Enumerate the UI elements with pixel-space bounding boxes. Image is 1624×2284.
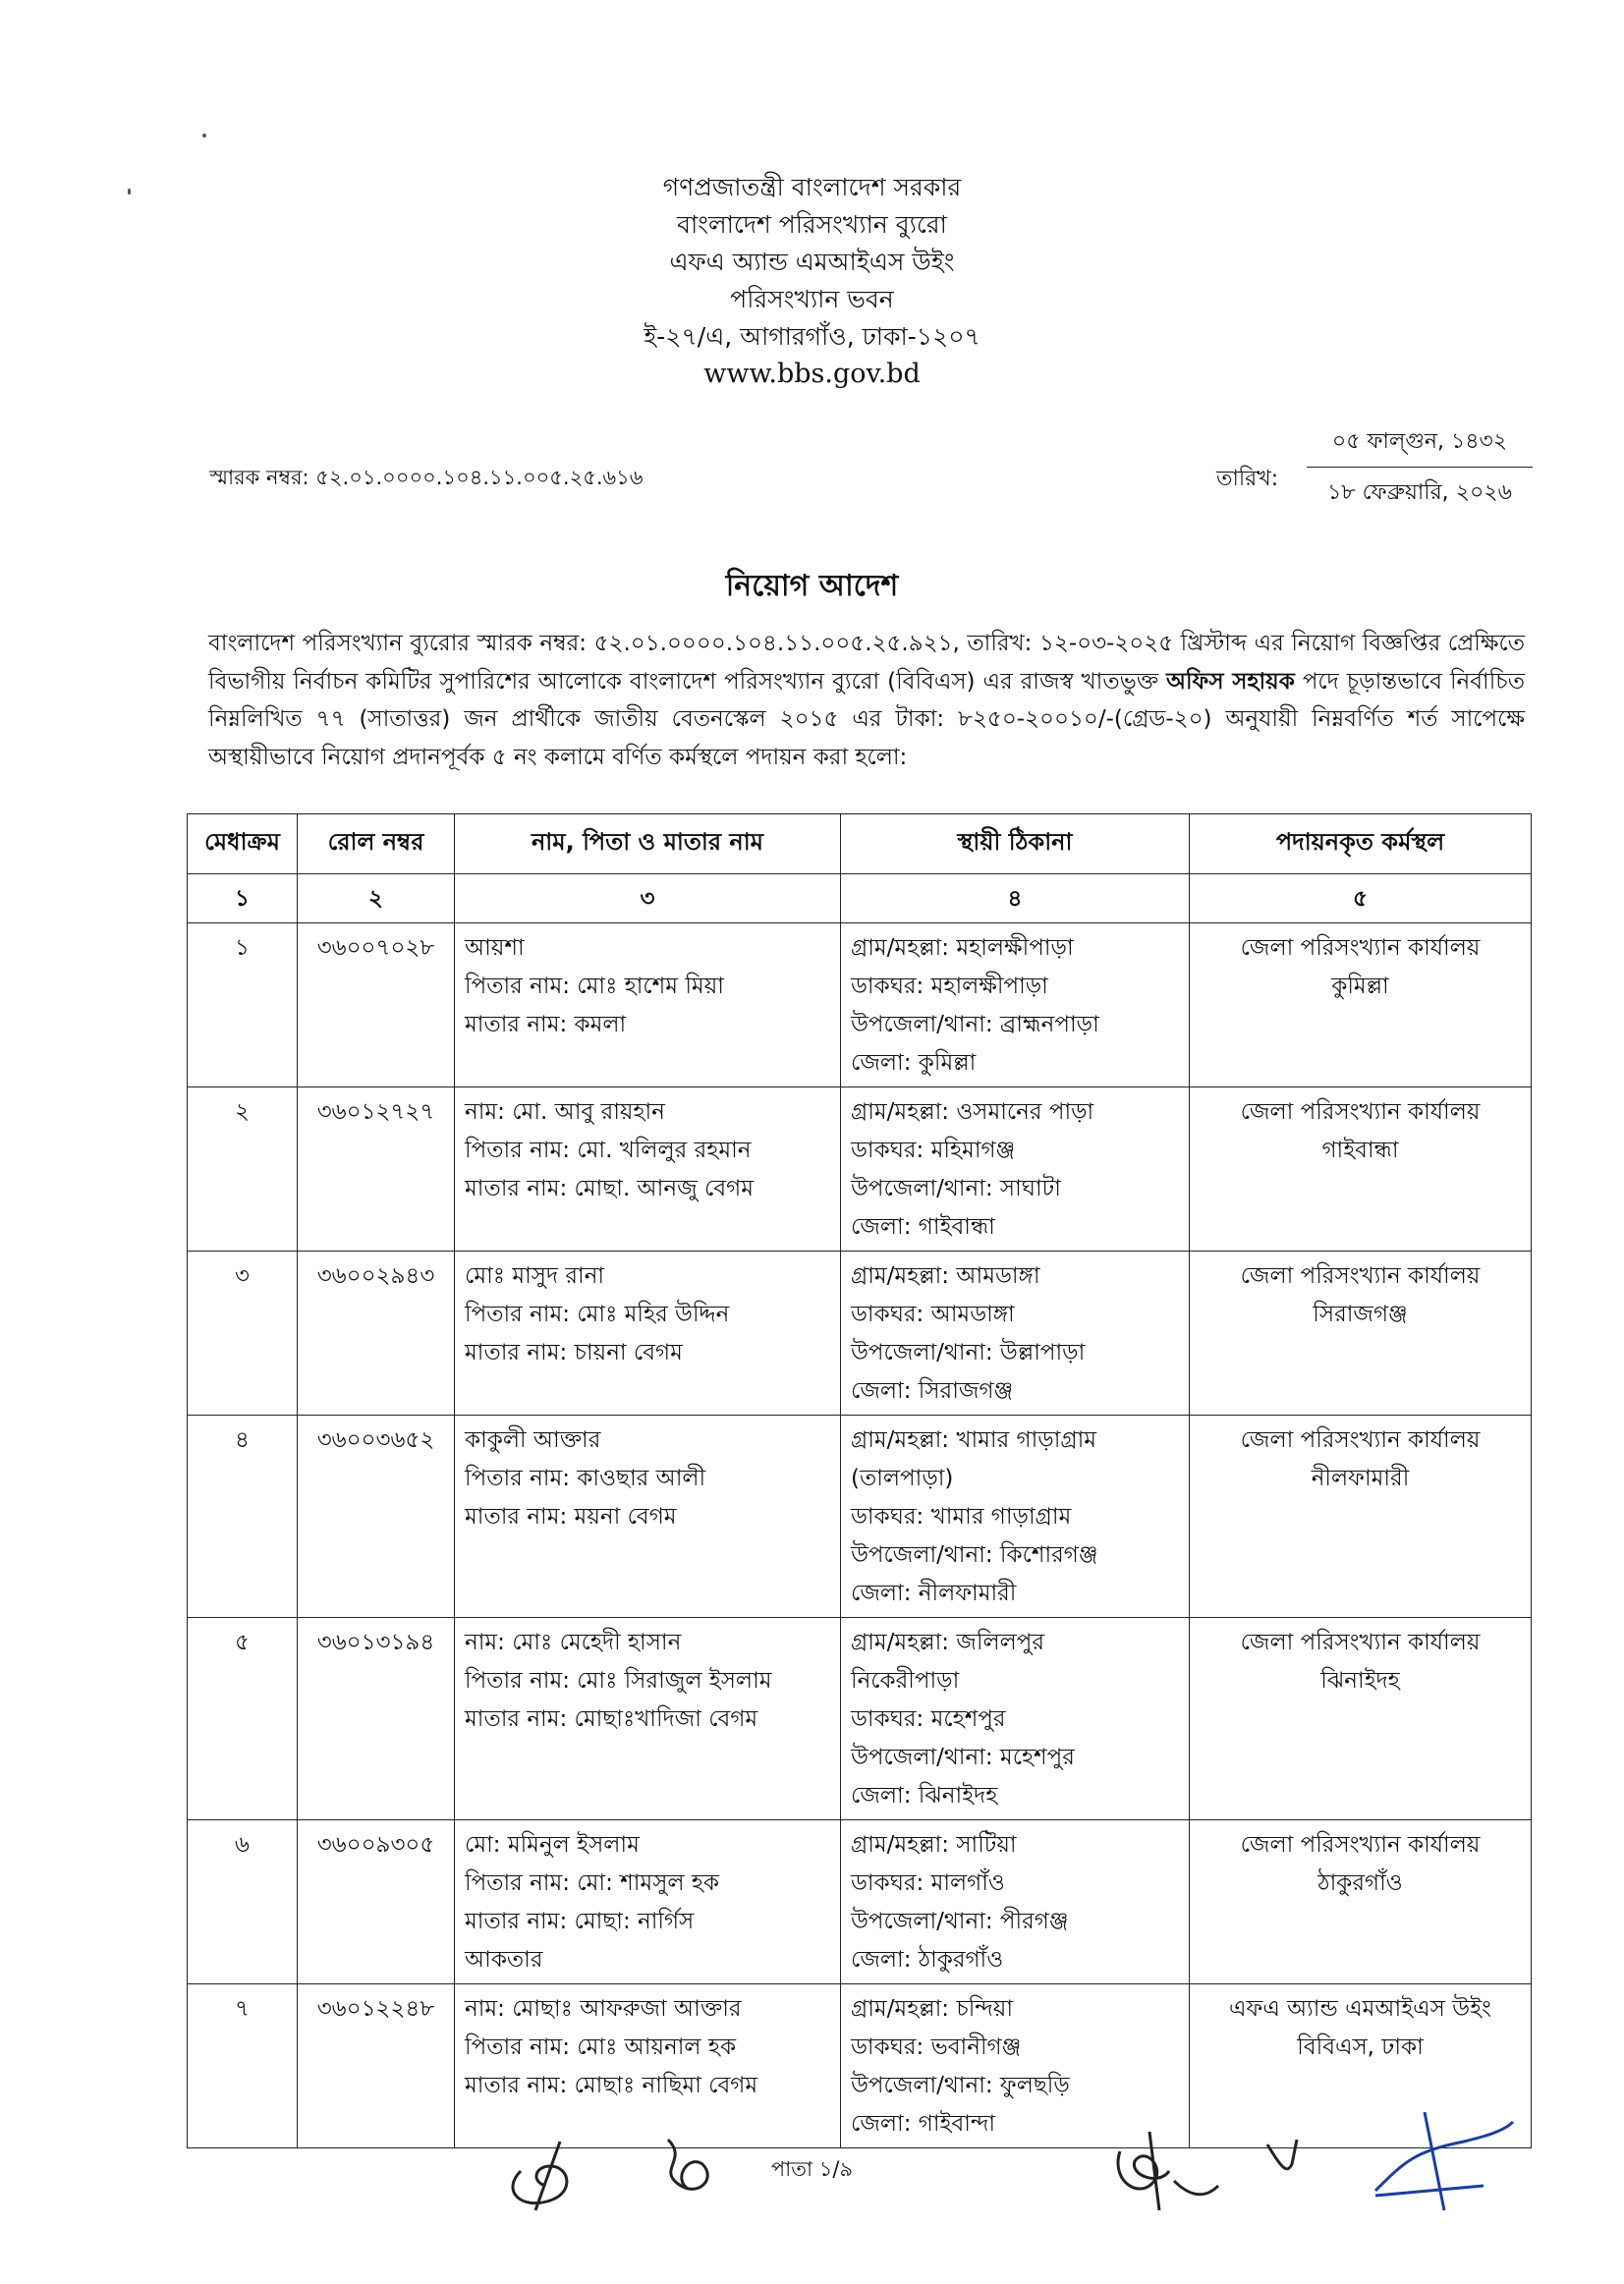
serial-cell: ২ xyxy=(188,1087,298,1252)
name-cell-line: নাম: মোছাঃ আফরুজা আক্তার xyxy=(465,1996,742,2022)
header-posting: পদায়নকৃত কর্মস্থল xyxy=(1190,814,1532,874)
col-number: ৫ xyxy=(1190,874,1532,923)
signature-3 xyxy=(1100,2112,1228,2220)
address-cell-line: জেলা: কুমিল্লা xyxy=(851,1050,977,1076)
address-cell xyxy=(841,1252,1190,1416)
address-cell xyxy=(841,923,1190,1087)
table-row xyxy=(188,1087,1532,1252)
address-cell xyxy=(841,1618,1190,1820)
posting-cell-line: জেলা পরিসংখ্যান কার্যালয় xyxy=(1240,1099,1481,1125)
body-part-1: বাংলাদেশ পরিসংখ্যান ব্যুরোর স্মারক নম্বর: ৫২.০১.০০০০.১০৪.১১.০০৫.২৫.৯২১, তারিখ: ১২-০৩-২০২৫ খ্রিস্টাব্দ এর নিয়োগ বিজ্ঞপ্তির প্রেক্ষিতে বিভাগীয় নির্বাচন কমিটির সুপারিশের আলোকে বাংলাদেশ পরিসংখ্যান ব্যুরো (বিবিএস) এর রাজস্ব খাতভুক্ত xyxy=(208,631,1525,695)
address-cell-line: জেলা: সিরাজগঞ্জ xyxy=(851,1378,1014,1404)
table-row xyxy=(188,1984,1532,2148)
posting-cell-line: ঝিনাইদহ xyxy=(1320,1668,1400,1694)
roll-cell: ৩৬০০৩৬৫২ xyxy=(298,1416,455,1618)
posting-cell-line: বিবিএস, ঢাকা xyxy=(1297,2034,1424,2060)
letterhead xyxy=(0,169,1624,393)
order-body xyxy=(208,625,1525,776)
posting-cell-line: নীলফামারী xyxy=(1311,1466,1410,1491)
col-number: ১ xyxy=(188,874,298,923)
scan-speck xyxy=(202,134,206,138)
govt-name: গণপ্রজাতন্ত্রী বাংলাদেশ সরকার xyxy=(662,173,962,201)
name-cell-line: পিতার নাম: কাওছার আলী xyxy=(465,1466,706,1491)
col-number: ৪ xyxy=(841,874,1190,923)
serial-cell: ৬ xyxy=(188,1820,298,1984)
posting-cell xyxy=(1190,923,1532,1087)
name-cell-line: আয়শা xyxy=(465,935,525,961)
name-cell xyxy=(455,1252,841,1416)
address-cell-line: ডাকঘর: মহিমাগঞ্জ xyxy=(851,1138,1016,1163)
table-row xyxy=(188,1820,1532,1984)
building-name: পরিসংখ্যান ভবন xyxy=(730,285,894,313)
address-cell-line: গ্রাম/মহল্লা: আমডাঙ্গা xyxy=(851,1263,1040,1289)
name-cell-line: পিতার নাম: মো: শামসুল হক xyxy=(465,1870,720,1896)
date-block xyxy=(1307,424,1533,512)
posting-cell xyxy=(1190,1416,1532,1618)
address-cell-line: জেলা: নীলফামারী xyxy=(851,1581,1017,1606)
header-address: স্থায়ী ঠিকানা xyxy=(841,814,1190,874)
address-cell-line: জেলা: গাইবান্ধা xyxy=(851,1214,995,1240)
wing-name: এফএ অ্যান্ড এমআইএস উইং xyxy=(669,248,955,276)
address-cell-line: গ্রাম/মহল্লা: খামার গাড়াগ্রাম xyxy=(851,1427,1097,1453)
name-cell xyxy=(455,1820,841,1984)
date-bangla: ০৫ ফাল্গুন, ১৪৩২ xyxy=(1307,424,1533,468)
date-gregorian: ১৮ ফেব্রুয়ারি, ২০২৬ xyxy=(1327,480,1512,505)
address-cell-line: ডাকঘর: খামার গাড়াগ্রাম xyxy=(851,1504,1072,1530)
name-cell-line: নাম: মো. আবু রায়হান xyxy=(465,1099,665,1125)
name-cell-line: মাতার নাম: মোছা. আনজু বেগম xyxy=(465,1176,754,1201)
name-cell-line: মো: মমিনুল ইসলাম xyxy=(465,1832,640,1858)
serial-cell: ৩ xyxy=(188,1252,298,1416)
address-cell xyxy=(841,1416,1190,1618)
posting-cell xyxy=(1190,1618,1532,1820)
name-cell-line: মাতার নাম: মোছাঃখাদিজা বেগম xyxy=(465,1706,758,1732)
posting-cell-line: জেলা পরিসংখ্যান কার্যালয় xyxy=(1240,1832,1481,1858)
header-name: নাম, পিতা ও মাতার নাম xyxy=(455,814,841,874)
posting-cell-line: জেলা পরিসংখ্যান কার্যালয় xyxy=(1240,935,1481,961)
address-cell-line: (তালপাড়া) xyxy=(851,1466,954,1491)
page-number: পাতা ১/৯ xyxy=(770,2157,854,2181)
address-cell-line: উপজেলা/থানা: কিশোরগঞ্জ xyxy=(851,1542,1098,1568)
memo-number: স্মারক নম্বর: ৫২.০১.০০০০.১০৪.১১.০০৫.২৫.৬১৬ xyxy=(209,466,644,489)
name-cell-line: কাকুলী আক্তার xyxy=(465,1427,601,1453)
name-cell-line: মাতার নাম: কমলা xyxy=(465,1012,627,1037)
address-cell-line: উপজেলা/থানা: ব্রাহ্মনপাড়া xyxy=(851,1012,1099,1037)
serial-cell: ৫ xyxy=(188,1618,298,1820)
posting-cell-line: জেলা পরিসংখ্যান কার্যালয় xyxy=(1240,1263,1481,1289)
roll-cell: ৩৬০১২২৪৮ xyxy=(298,1984,455,2148)
address-cell-line: উপজেলা/থানা: ফুলছড়ি xyxy=(851,2073,1070,2098)
column-number-row xyxy=(188,874,1532,923)
address-cell-line: গ্রাম/মহল্লা: মহালক্ষীপাড়া xyxy=(851,935,1074,961)
address-cell-line: ডাকঘর: মহালক্ষীপাড়া xyxy=(851,974,1048,999)
name-cell-line: পিতার নাম: মোঃ মহির উদ্দিন xyxy=(465,1302,730,1327)
signature-1 xyxy=(491,2112,599,2220)
address-cell-line: জেলা: ঝিনাইদহ xyxy=(851,1783,998,1809)
table-header-row xyxy=(188,814,1532,874)
posting-cell xyxy=(1190,1087,1532,1252)
name-cell-line: মোঃ মাসুদ রানা xyxy=(465,1263,605,1289)
address-cell-line: উপজেলা/থানা: পীরগঞ্জ xyxy=(851,1909,1069,1934)
posting-cell-line: সিরাজগঞ্জ xyxy=(1313,1302,1408,1327)
col-number: ৩ xyxy=(455,874,841,923)
address-cell-line: গ্রাম/মহল্লা: সাটিয়া xyxy=(851,1832,1017,1858)
roll-cell: ৩৬০০৯৩০৫ xyxy=(298,1820,455,1984)
name-cell xyxy=(455,1618,841,1820)
posting-cell-line: গাইবান্ধা xyxy=(1321,1138,1399,1163)
signature-5 xyxy=(1356,2102,1523,2220)
name-cell-line: মাতার নাম: মোছা: নার্গিস xyxy=(465,1909,695,1934)
address-cell-line: ডাকঘর: ভবানীগঞ্জ xyxy=(851,2034,1022,2060)
roll-cell: ৩৬০০২৯৪৩ xyxy=(298,1252,455,1416)
address-cell xyxy=(841,1087,1190,1252)
address-cell xyxy=(841,1820,1190,1984)
name-cell-line: মাতার নাম: ময়না বেগম xyxy=(465,1504,677,1530)
order-title: নিয়োগ আদেশ xyxy=(725,569,899,603)
header-roll: রোল নম্বর xyxy=(298,814,455,874)
posting-cell-line: জেলা পরিসংখ্যান কার্যালয় xyxy=(1240,1630,1481,1655)
name-cell-line: মাতার নাম: মোছাঃ নাছিমা বেগম xyxy=(465,2073,758,2098)
table-body xyxy=(188,923,1532,2148)
address-cell-line: নিকেরীপাড়া xyxy=(851,1668,960,1694)
serial-cell: ৪ xyxy=(188,1416,298,1618)
posting-cell xyxy=(1190,1252,1532,1416)
roll-cell: ৩৬০১৩১৯৪ xyxy=(298,1618,455,1820)
roll-cell: ৩৬০০৭০২৮ xyxy=(298,923,455,1087)
address-cell-line: গ্রাম/মহল্লা: চন্দিয়া xyxy=(851,1996,1014,2022)
address-cell-line: গ্রাম/মহল্লা: জলিলপুর xyxy=(851,1630,1045,1655)
website: www.bbs.gov.bd xyxy=(703,359,921,389)
address-cell-line: জেলা: ঠাকুরগাঁও xyxy=(851,1947,1004,1973)
address-cell-line: গ্রাম/মহল্লা: ওসমানের পাড়া xyxy=(851,1099,1094,1125)
name-cell xyxy=(455,1087,841,1252)
serial-cell: ১ xyxy=(188,923,298,1087)
address-cell-line: ডাকঘর: আমডাঙ্গা xyxy=(851,1302,1015,1327)
name-cell-line: পিতার নাম: মোঃ হাশেম মিয়া xyxy=(465,974,724,999)
posting-cell-line: জেলা পরিসংখ্যান কার্যালয় xyxy=(1240,1427,1481,1453)
bureau-name: বাংলাদেশ পরিসংখ্যান ব্যুরো xyxy=(677,210,947,239)
name-cell-line: পিতার নাম: মোঃ সিরাজুল ইসলাম xyxy=(465,1668,772,1694)
serial-cell: ৭ xyxy=(188,1984,298,2148)
table-row xyxy=(188,1618,1532,1820)
address-cell-line: ডাকঘর: মালগাঁও xyxy=(851,1870,1005,1896)
name-cell-line: নাম: মোঃ মেহেদী হাসান xyxy=(465,1630,682,1655)
post-name: অফিস সহায়ক xyxy=(1166,668,1295,695)
name-cell-line: পিতার নাম: মো. খলিলুর রহমান xyxy=(465,1138,752,1163)
posting-cell-line: ঠাকুরগাঁও xyxy=(1317,1870,1403,1896)
roll-cell: ৩৬০১২৭২৭ xyxy=(298,1087,455,1252)
address-cell-line: উপজেলা/থানা: উল্লাপাড়া xyxy=(851,1340,1086,1365)
address-cell-line: উপজেলা/থানা: সাঘাটা xyxy=(851,1176,1061,1201)
table-row xyxy=(188,1416,1532,1618)
name-cell xyxy=(455,1416,841,1618)
posting-cell xyxy=(1190,1820,1532,1984)
date-label: তারিখ: xyxy=(1216,467,1279,491)
name-cell-line: আকতার xyxy=(465,1947,543,1973)
table-row xyxy=(188,1252,1532,1416)
name-cell-line: মাতার নাম: চায়না বেগম xyxy=(465,1340,683,1365)
body-part-2: পদে চূড়ান্তভাবে নির্বাচিত নিম্নলিখিত ৭৭ (সাতাত্তর) জন প্রার্থীকে জাতীয় বেতনস্কেল ২০১৫ এর টাকা: ৮২৫০-২০০১০/-(গ্রেড-২০) অনুযায়ী নিম্নবর্ণিত শর্ত সাপেক্ষে অস্থায়ীভাবে নিয়োগ প্রদানপূর্বক ৫ নং কলামে বর্ণিত কর্মস্থলে পদায়ন করা হলো: xyxy=(208,668,1525,770)
name-cell xyxy=(455,923,841,1087)
address-cell-line: উপজেলা/থানা: মহেশপুর xyxy=(851,1745,1075,1770)
col-number: ২ xyxy=(298,874,455,923)
posting-cell-line: এফএ অ্যান্ড এমআইএস উইং xyxy=(1229,1996,1491,2022)
name-cell-line: পিতার নাম: মোঃ আয়নাল হক xyxy=(465,2034,737,2060)
address-cell-line: ডাকঘর: মহেশপুর xyxy=(851,1706,1006,1732)
posting-cell-line: কুমিল্লা xyxy=(1331,974,1389,999)
office-address: ই-২৭/এ, আগারগাঁও, ঢাকা-১২০৭ xyxy=(644,322,980,351)
signature-4 xyxy=(1258,2130,1307,2189)
appointee-table xyxy=(187,813,1532,2148)
table-row xyxy=(188,923,1532,1087)
header-serial: মেধাক্রম xyxy=(188,814,298,874)
address-cell-line: জেলা: গাইবান্দা xyxy=(851,2111,996,2137)
signature-2 xyxy=(648,2130,737,2208)
